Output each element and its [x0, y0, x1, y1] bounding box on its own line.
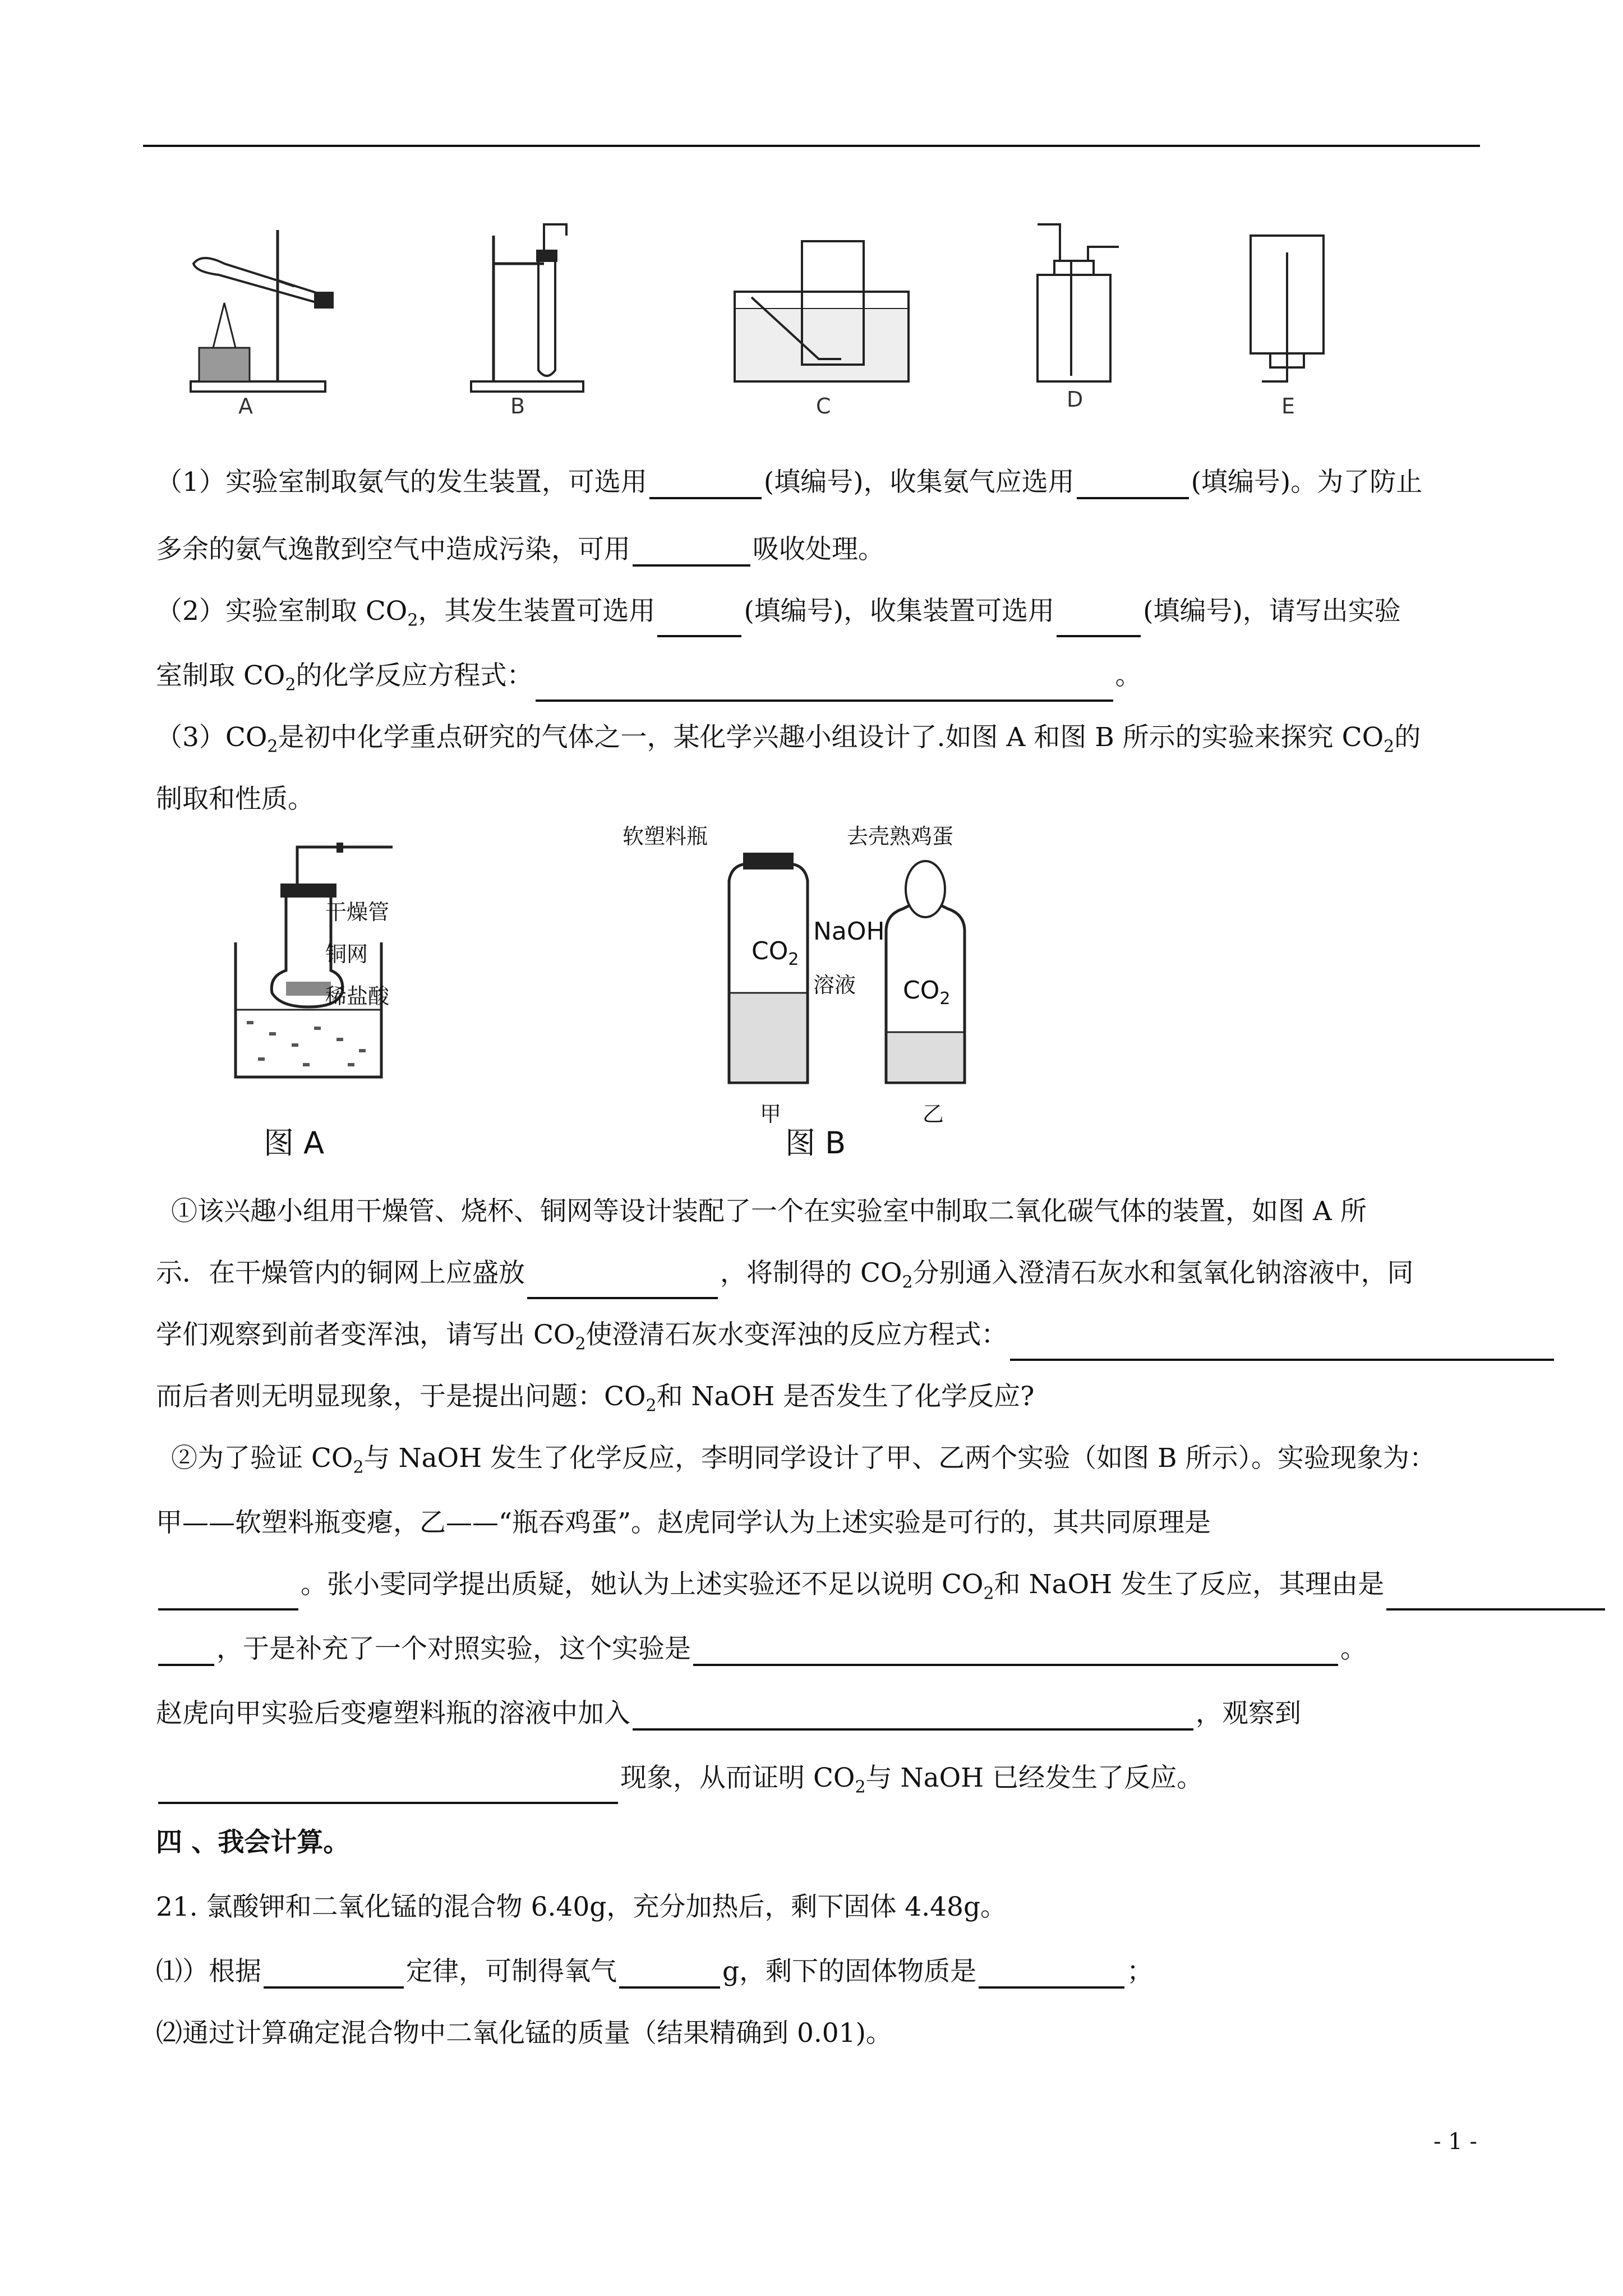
figure-b-caption: 图 B — [785, 1125, 846, 1161]
p1-line2: 示．在干燥管内的铜网上应盛放 ，将制得的 $CO_2$分别通入澄清石灰水和氢氧化钠溶液中，同 — [156, 1257, 1414, 1299]
q21-blank-law[interactable] — [264, 1958, 404, 1989]
p1-line3: 学们观察到前者变浑浊，请写出 $CO_2$使澄清石灰水变浑浊的反应方程式： — [156, 1318, 1556, 1361]
q21-blank-solid[interactable] — [979, 1958, 1124, 1989]
p2-blank-phenomenon[interactable] — [158, 1774, 618, 1804]
section-4-heading: 四 、我会计算。 — [156, 1827, 350, 1858]
apparatus-b — [460, 213, 594, 418]
figure-b-jia: 甲 — [760, 1102, 782, 1126]
q1-line1: （1）实验室制取氨气的发生装置，可选用 (填编号)，收集氨气应选用 (填编号)。为了防止 — [156, 466, 1422, 499]
apparatus-a — [179, 213, 348, 418]
p1-line1: ①该兴趣小组用干燥管、烧杯、铜网等设计装配了一个在实验室中制取二氧化碳气体的装置，如图 A 所 — [171, 1196, 1367, 1227]
p2-line6: 现象，从而证明 $CO_2$与 NaOH 已经发生了反应。 — [156, 1761, 1203, 1804]
apparatus-label-d: D — [1067, 387, 1083, 412]
q2-blank-collector[interactable] — [1057, 607, 1141, 637]
apparatus-figure — [179, 213, 1469, 438]
header-rule — [143, 145, 1480, 147]
p2-line4: ，于是补充了一个对照实验，这个实验是 。 — [156, 1632, 1367, 1666]
q2-blank-generator[interactable] — [657, 607, 741, 637]
q3-line2: 制取和性质。 — [156, 784, 314, 815]
apparatus-label-e: E — [1281, 394, 1295, 418]
p1-blank-equation[interactable] — [1010, 1331, 1554, 1361]
figure-a-label-acid: 稀盐酸 — [325, 984, 390, 1009]
apparatus-label-a: A — [238, 394, 253, 418]
p2-blank-add[interactable] — [633, 1700, 1193, 1731]
q1-blank-collector[interactable] — [1077, 469, 1189, 499]
figure-b-yi: 乙 — [923, 1102, 944, 1126]
figure-b-solution: 溶液 — [813, 973, 856, 997]
q2-line2: 室制取 $CO_2$的化学反应方程式： 。 — [156, 659, 1142, 702]
q3-line1: $(3)CO_2$是初中化学重点研究的气体之一，某化学兴趣小组设计了.如图 A 和图 B 所示的实验来探究 $CO_2$的 — [156, 722, 1421, 757]
figure-b-naoh: NaOH — [813, 917, 885, 946]
figure-b-label-bottle: 软塑料瓶 — [623, 824, 708, 849]
p2-blank-reason-cont[interactable] — [158, 1636, 214, 1666]
p1-blank-reagent[interactable] — [527, 1269, 718, 1299]
q1-blank-absorb[interactable] — [633, 536, 750, 567]
q2-blank-equation[interactable] — [536, 671, 1113, 702]
figure-a-drawing — [224, 841, 404, 1088]
p2-blank-control[interactable] — [693, 1636, 1338, 1666]
figures-ab — [191, 819, 976, 1167]
p2-line1: ②为了验证 $CO_2$与 NaOH 发生了化学反应，李明同学设计了甲、乙两个实验（如图 B 所示）。实验现象为： — [171, 1443, 1436, 1478]
p2-blank-principle[interactable] — [158, 1580, 298, 1611]
figure-b-co2-jia: $CO_2$ — [751, 937, 799, 969]
page-number: - 1 - — [1433, 2129, 1477, 2155]
apparatus-c — [729, 213, 914, 418]
p2-line3: 。张小雯同学提出质疑，她认为上述实验还不足以说明 $CO_2$和 NaOH 发生了反应，其理由是 — [156, 1568, 1607, 1611]
apparatus-d — [1015, 213, 1127, 412]
apparatus-label-c: C — [816, 394, 831, 418]
figure-a-label-mesh: 铜网 — [325, 942, 368, 967]
q21-line2: ⑴）根据 定律，可制得氧气 g，剩下的固体物质是 ； — [156, 1955, 1153, 1989]
figure-b-label-egg: 去壳熟鸡蛋 — [847, 824, 954, 849]
p2-line5: 赵虎向甲实验后变瘪塑料瓶的溶液中加入 ，观察到 — [156, 1697, 1301, 1731]
figure-b-co2-yi: $CO_2$ — [903, 976, 951, 1009]
figure-a-label-dryer: 干燥管 — [325, 900, 390, 924]
q21-blank-oxygen[interactable] — [619, 1958, 720, 1989]
p1-line4: 而后者则无明显现象，于是提出问题：$CO_2$和 NaOH 是否发生了化学反应? — [156, 1381, 1035, 1416]
q1-line2: 多余的氨气逸散到空气中造成污染，可用 吸收处理。 — [156, 533, 884, 567]
apparatus-label-b: B — [510, 394, 525, 418]
q21-line3: ⑵通过计算确定混合物中二氧化锰的质量（结果精确到 0.01)。 — [156, 2018, 892, 2049]
p2-blank-reason[interactable] — [1386, 1580, 1605, 1611]
figure-a-caption: 图 A — [264, 1125, 325, 1161]
apparatus-e — [1228, 213, 1340, 418]
q21-line1: 21. 氯酸钾和二氧化锰的混合物 6.40g，充分加热后，剩下固体 4.48g。 — [156, 1892, 1007, 1922]
p2-line2: 甲——软塑料瓶变瘪，乙——“瓶吞鸡蛋”。赵虎同学认为上述实验是可行的，其共同原理是 — [156, 1507, 1211, 1538]
q1-blank-generator[interactable] — [649, 469, 762, 499]
q2-line1: （2）实验室制取 $CO_2$，其发生装置可选用 (填编号)，收集装置可选用 (填编号)，请写出实验 — [156, 595, 1401, 637]
